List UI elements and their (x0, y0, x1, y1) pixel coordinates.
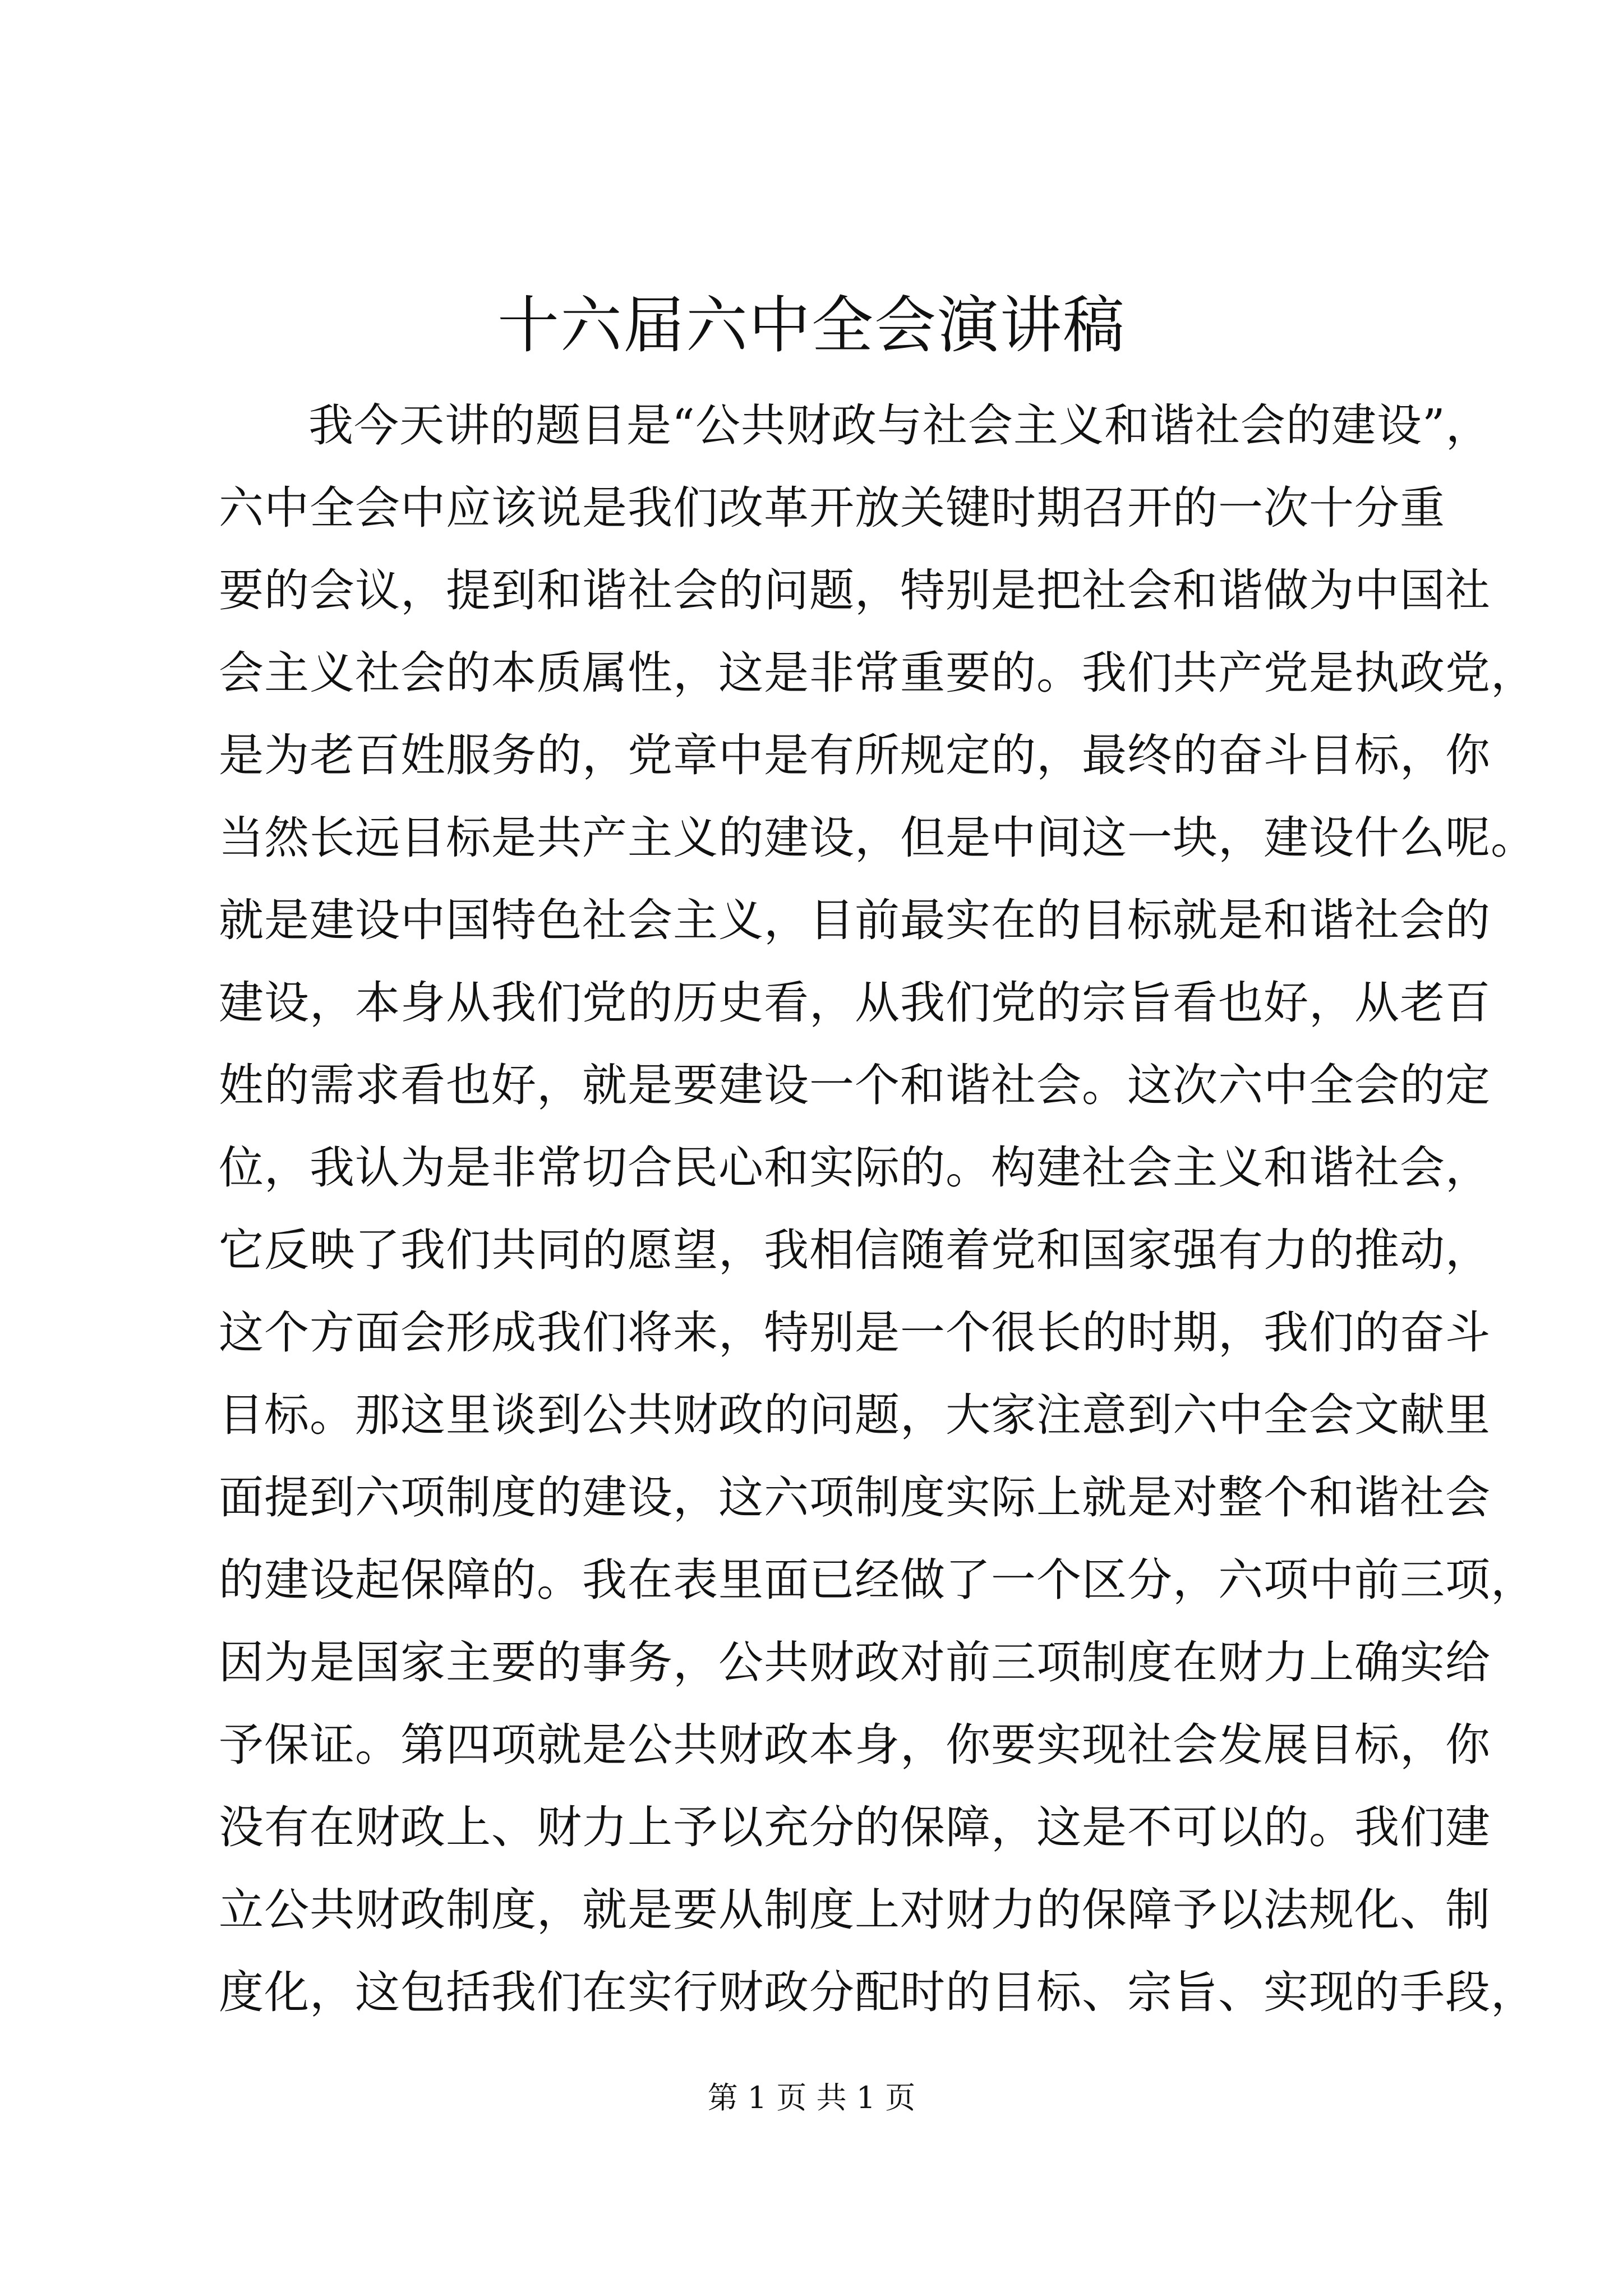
body-line: 位，我认为是非常切合民心和实际的。构建社会主义和谐社会， (219, 1142, 1491, 1194)
body-line: 度化，这包括我们在实行财政分配时的目标、宗旨、实现的手段， (219, 1966, 1536, 2018)
body-line: 目标。那这里谈到公共财政的问题，大家注意到六中全会文献里 (219, 1389, 1491, 1441)
body-line: 立公共财政制度，就是要从制度上对财力的保障予以法规化、制 (219, 1884, 1491, 1936)
body-line: 会主义社会的本质属性，这是非常重要的。我们共产党是执政党， (219, 647, 1536, 699)
document-body (219, 384, 1536, 2033)
body-line: 姓的需求看也好，就是要建设一个和谐社会。这次六中全会的定 (219, 1059, 1491, 1111)
body-line: 这个方面会形成我们将来，特别是一个很长的时期，我们的奋斗 (219, 1306, 1491, 1359)
body-line: 建设，本身从我们党的历史看，从我们党的宗旨看也好，从老百 (219, 977, 1491, 1029)
body-line: 我今天讲的题目是“公共财政与社会主义和谐社会的建设”， (308, 399, 1491, 452)
body-line: 面提到六项制度的建设，这六项制度实际上就是对整个和谐社会 (219, 1471, 1491, 1524)
body-line: 的建设起保障的。我在表里面已经做了一个区分，六项中前三项， (219, 1554, 1536, 1606)
document-title: 十六届六中全会演讲稿 (497, 289, 1126, 361)
body-line: 六中全会中应该说是我们改革开放关键时期召开的一次十分重 (219, 482, 1445, 534)
body-line: 要的会议，提到和谐社会的问题，特别是把社会和谐做为中国社 (219, 564, 1491, 616)
body-line: 它反映了我们共同的愿望，我相信随着党和国家强有力的推动， (219, 1224, 1491, 1276)
body-line: 就是建设中国特色社会主义，目前最实在的目标就是和谐社会的 (219, 894, 1491, 946)
body-line: 没有在财政上、财力上予以充分的保障，这是不可以的。我们建 (219, 1801, 1491, 1853)
page-number-footer: 第 1 页 共 1 页 (707, 2080, 916, 2115)
body-line: 予保证。第四项就是公共财政本身，你要实现社会发展目标，你 (219, 1719, 1491, 1771)
body-line: 是为老百姓服务的，党章中是有所规定的，最终的奋斗目标，你 (219, 729, 1491, 781)
body-line: 当然长远目标是共产主义的建设，但是中间这一块，建设什么呢。 (219, 812, 1536, 864)
body-line: 因为是国家主要的事务，公共财政对前三项制度在财力上确实给 (219, 1636, 1491, 1688)
